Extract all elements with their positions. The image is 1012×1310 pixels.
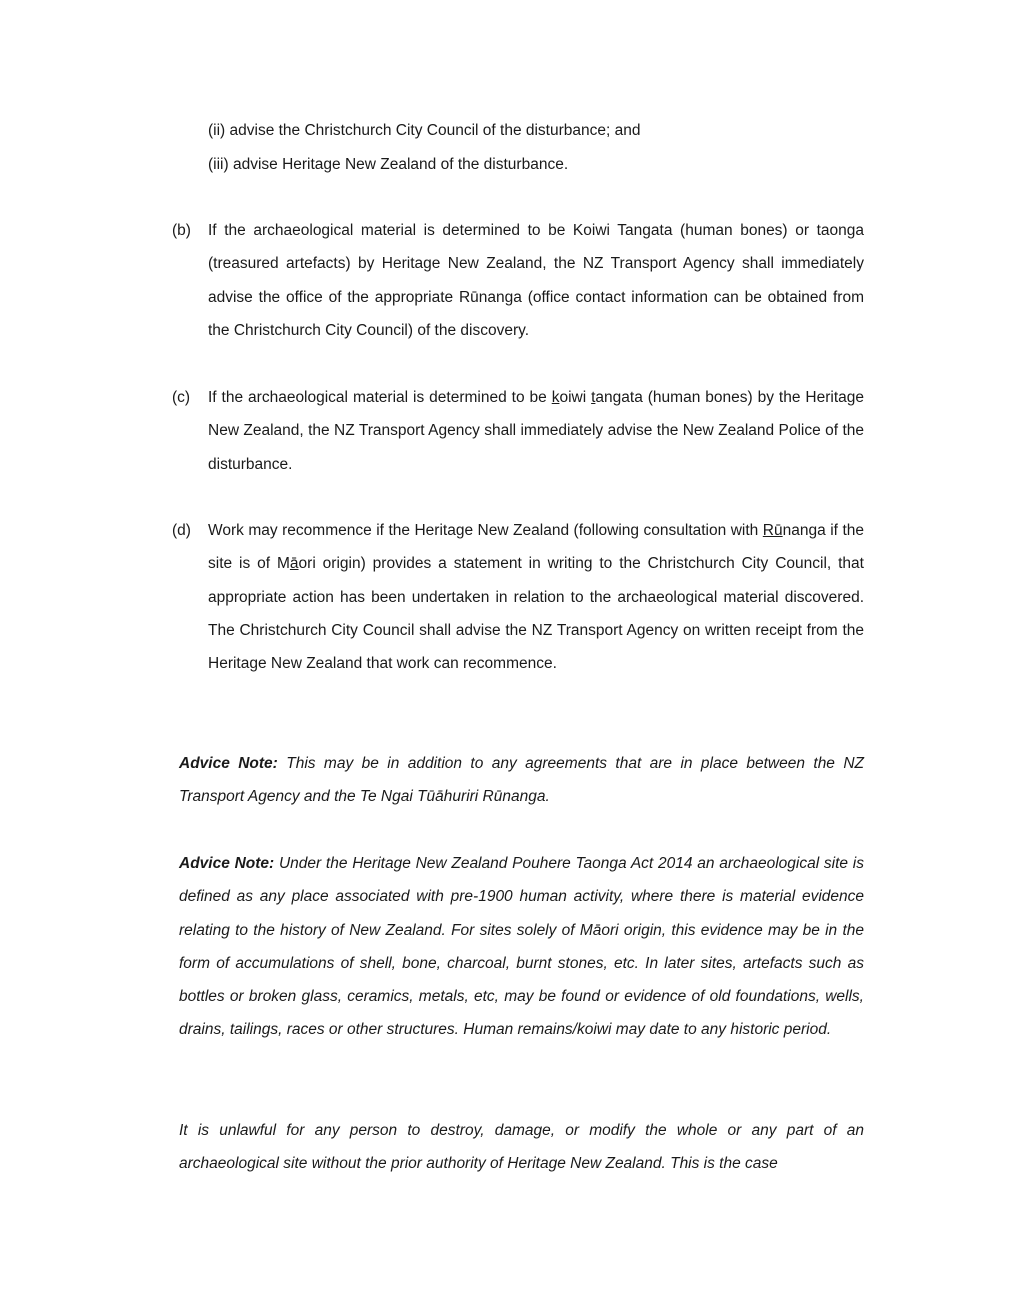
advice-note-1 — [179, 747, 864, 814]
advice-note-1-text: This may be in addition to any agreements that are in place between the NZ Transport Agency and the Te Ngai Tūāhuriri Rūnanga. — [179, 755, 864, 806]
item-c-label: (c) — [172, 389, 191, 406]
advice-note-2-heading: Advice Note: — [179, 855, 275, 872]
sub-item-ii: (ii) advise the Christchurch City Council of the disturbance; and — [208, 122, 641, 139]
item-c-text: If the archaeological material is determined to be koiwi tangata (human bones) by the Heritage New Zealand, the NZ Transport Agency shall immediately advise the New Zealand Police of the disturbance. — [208, 389, 864, 473]
sub-item-iii: (iii) advise Heritage New Zealand of the disturbance. — [208, 156, 569, 173]
advice-note-2 — [179, 847, 864, 1047]
item-d-label: (d) — [172, 522, 191, 539]
item-b-label: (b) — [172, 222, 191, 239]
item-d-text: Work may recommence if the Heritage New Zealand (following consultation with Rūnanga if the site is of Māori origin) provides a statement in writing to the Christchurch City Council, that appropriate action has been undertaken in relation to the archaeological material discovered. The Christchurch City Council shall advise the NZ Transport Agency on written receipt from the Heritage New Zealand that work can recommence. — [208, 522, 864, 673]
item-b-text: If the archaeological material is determined to be Koiwi Tangata (human bones) or taonga (treasured artefacts) by Heritage New Zealand, the NZ Transport Agency shall immediately advise the office of the appropriate Rūnanga (office contact information can be obtained from the Christchurch City Council) of the discovery. — [208, 222, 864, 339]
closing-paragraph: It is unlawful for any person to destroy, damage, or modify the whole or any part of an archaeological site without the prior authority of Heritage New Zealand. This is the case — [179, 1122, 864, 1173]
advice-note-2-text: Under the Heritage New Zealand Pouhere Taonga Act 2014 an archaeological site is defined as any place associated with pre-1900 human activity, where there is material evidence relating to the history of New Zealand. For sites solely of Māori origin, this evidence may be in the form of accumulations of shell, bone, charcoal, burnt stones, etc. In later sites, artefacts such as bottles or broken glass, ceramics, metals, etc, may be found or evidence of old foundations, wells, drains, tailings, races or other structures. Human remains/koiwi may date to any historic period. — [179, 855, 864, 1039]
advice-note-1-heading: Advice Note: — [179, 755, 278, 772]
